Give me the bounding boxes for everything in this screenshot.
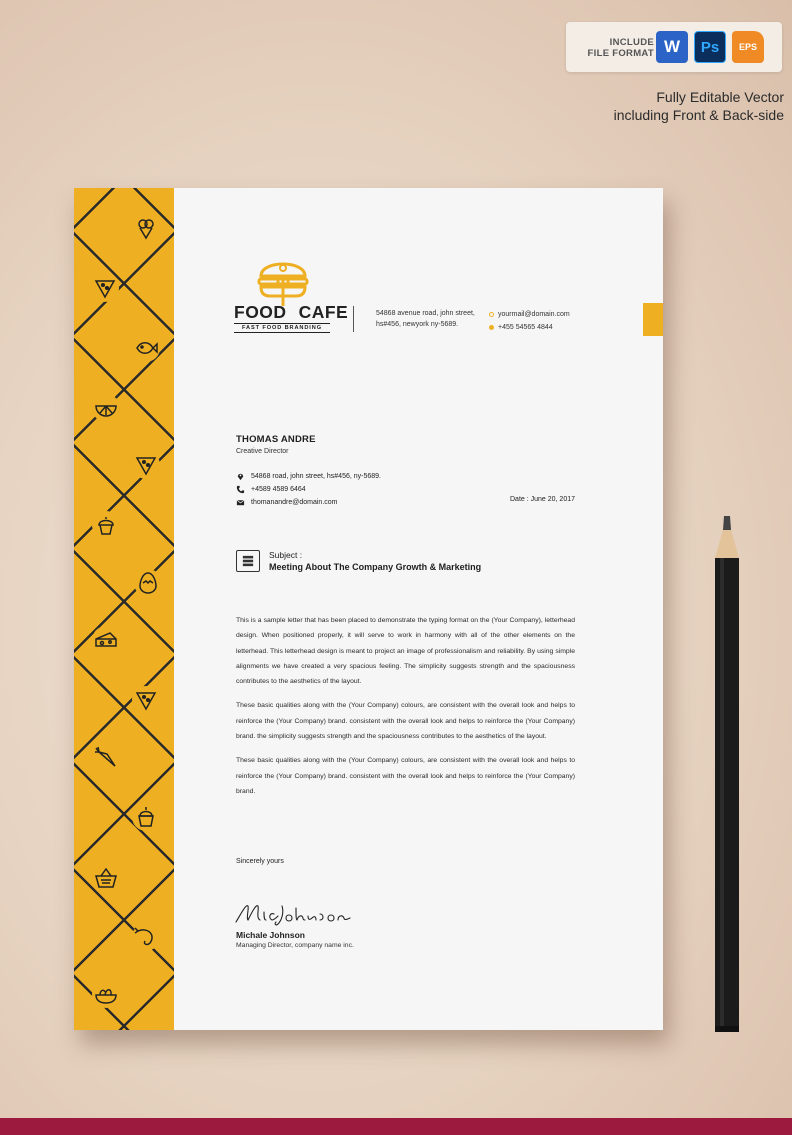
handwritten-signature [234,898,374,928]
food-cafe-logo [234,254,349,334]
format-label-line2: FILE FORMAT [587,48,654,59]
header-phone-row [489,321,570,334]
sender-phone-row [236,483,381,496]
signer-name: Michale Johnson [236,930,305,940]
tagline-line1: Fully Editable Vector [656,89,784,105]
cheese-icon [92,626,120,654]
lemon-icon [92,394,120,422]
accent-tab [643,303,663,336]
tagline-line2: including Front & Back-side [613,107,784,123]
carrot-icon [93,744,121,772]
logo-word-food: FOOD [234,302,287,322]
header-email: yourmail@domain.com [498,311,570,318]
side-pattern-band [74,188,174,1030]
location-pin-icon [236,472,245,481]
subject-text: Meeting About The Company Growth & Marketing [269,562,482,572]
format-label [574,37,654,59]
closing-text: Sincerely yours [236,858,284,865]
eps-format-icon: EPS [732,31,764,63]
sender-phone: +4589 4589 6464 [251,486,306,493]
phone-bullet-icon [489,325,494,330]
subject-label: Subject : [269,550,303,560]
letter-date: Date : June 20, 2017 [510,496,575,503]
logo-wordmark [234,302,349,323]
bottom-brand-bar [0,1118,792,1135]
signer-title: Managing Director, company name inc. [236,942,354,949]
shrimp-icon [132,923,160,951]
fish-icon [132,334,160,362]
header-address [376,309,486,330]
header-address-line2: hs#456, newyork ny-5689. [376,320,459,328]
salad-bowl-icon [92,980,120,1008]
word-format-icon: W [656,31,688,63]
egg-icon [134,569,162,597]
body-paragraph-1: This is a sample letter that has been placed to demonstrate the typing format on the (Your Company), letterhead design. When positioned properly, it will serve to work in harmony with all of the other elements on the letterhead. This letterhead design is meant to project an image of professionalism and reliability. By using simple alignments we have created a very spacious feeling. The simplicity suggests strength and the spaciousness contributes to the aesthetics of the layout. [236,617,575,686]
pizza-slice-icon [132,686,160,714]
ice-cream-icon [132,214,160,242]
logo-tagline: FAST FOOD BRANDING [234,323,330,333]
cupcake-icon [92,511,120,539]
header-divider [353,306,354,332]
phone-icon [236,485,245,494]
pencil-image [712,516,742,1032]
pizza-slice-icon [132,451,160,479]
envelope-icon [236,498,245,507]
body-paragraph-3: These basic qualities along with the (Your Company) colours, are consistent with the overall look and helps to reinforce the (Your Company) brand. consistent with the overall look and helps to reinforce the (Your Company) brand. [236,757,575,795]
format-label-line1: INCLUDE [609,37,654,48]
header-contact [489,308,570,334]
photoshop-format-icon: Ps [694,31,726,63]
sender-email-row [236,496,381,509]
logo-word-cafe: CAFE [298,302,349,322]
letterhead-page [74,188,663,1030]
header-address-line1: 54868 avenue road, john street, [376,310,475,317]
header-phone: +455 54565 4844 [498,324,553,331]
burger-fork-logo-icon [256,254,310,306]
sender-title: Creative Director [236,448,289,455]
product-tagline [614,88,784,124]
basket-icon [92,864,120,892]
sender-name: THOMAS ANDRE [236,434,316,445]
body-paragraph-2: These basic qualities along with the (Your Company) colours, are consistent with the overall look and helps to reinforce the (Your Company) brand. consistent with the overall look and helps to reinforce the (Your Company) brand. the simplicity suggests strength and the spaciousness contributes to the aesthetics of the layout. [236,702,575,741]
sender-address: 54868 road, john street, hs#456, ny-5689. [251,473,381,480]
dessert-cup-icon [132,803,160,831]
sender-address-row [236,470,381,483]
subject-stack-icon [236,550,260,572]
header-email-row [489,308,570,321]
pizza-slice-icon [91,274,119,302]
file-format-badge [566,22,782,72]
sender-details [236,470,381,509]
sender-email: thomanandre@domain.com [251,499,338,506]
email-bullet-icon [489,312,494,317]
letter-body [236,613,575,808]
